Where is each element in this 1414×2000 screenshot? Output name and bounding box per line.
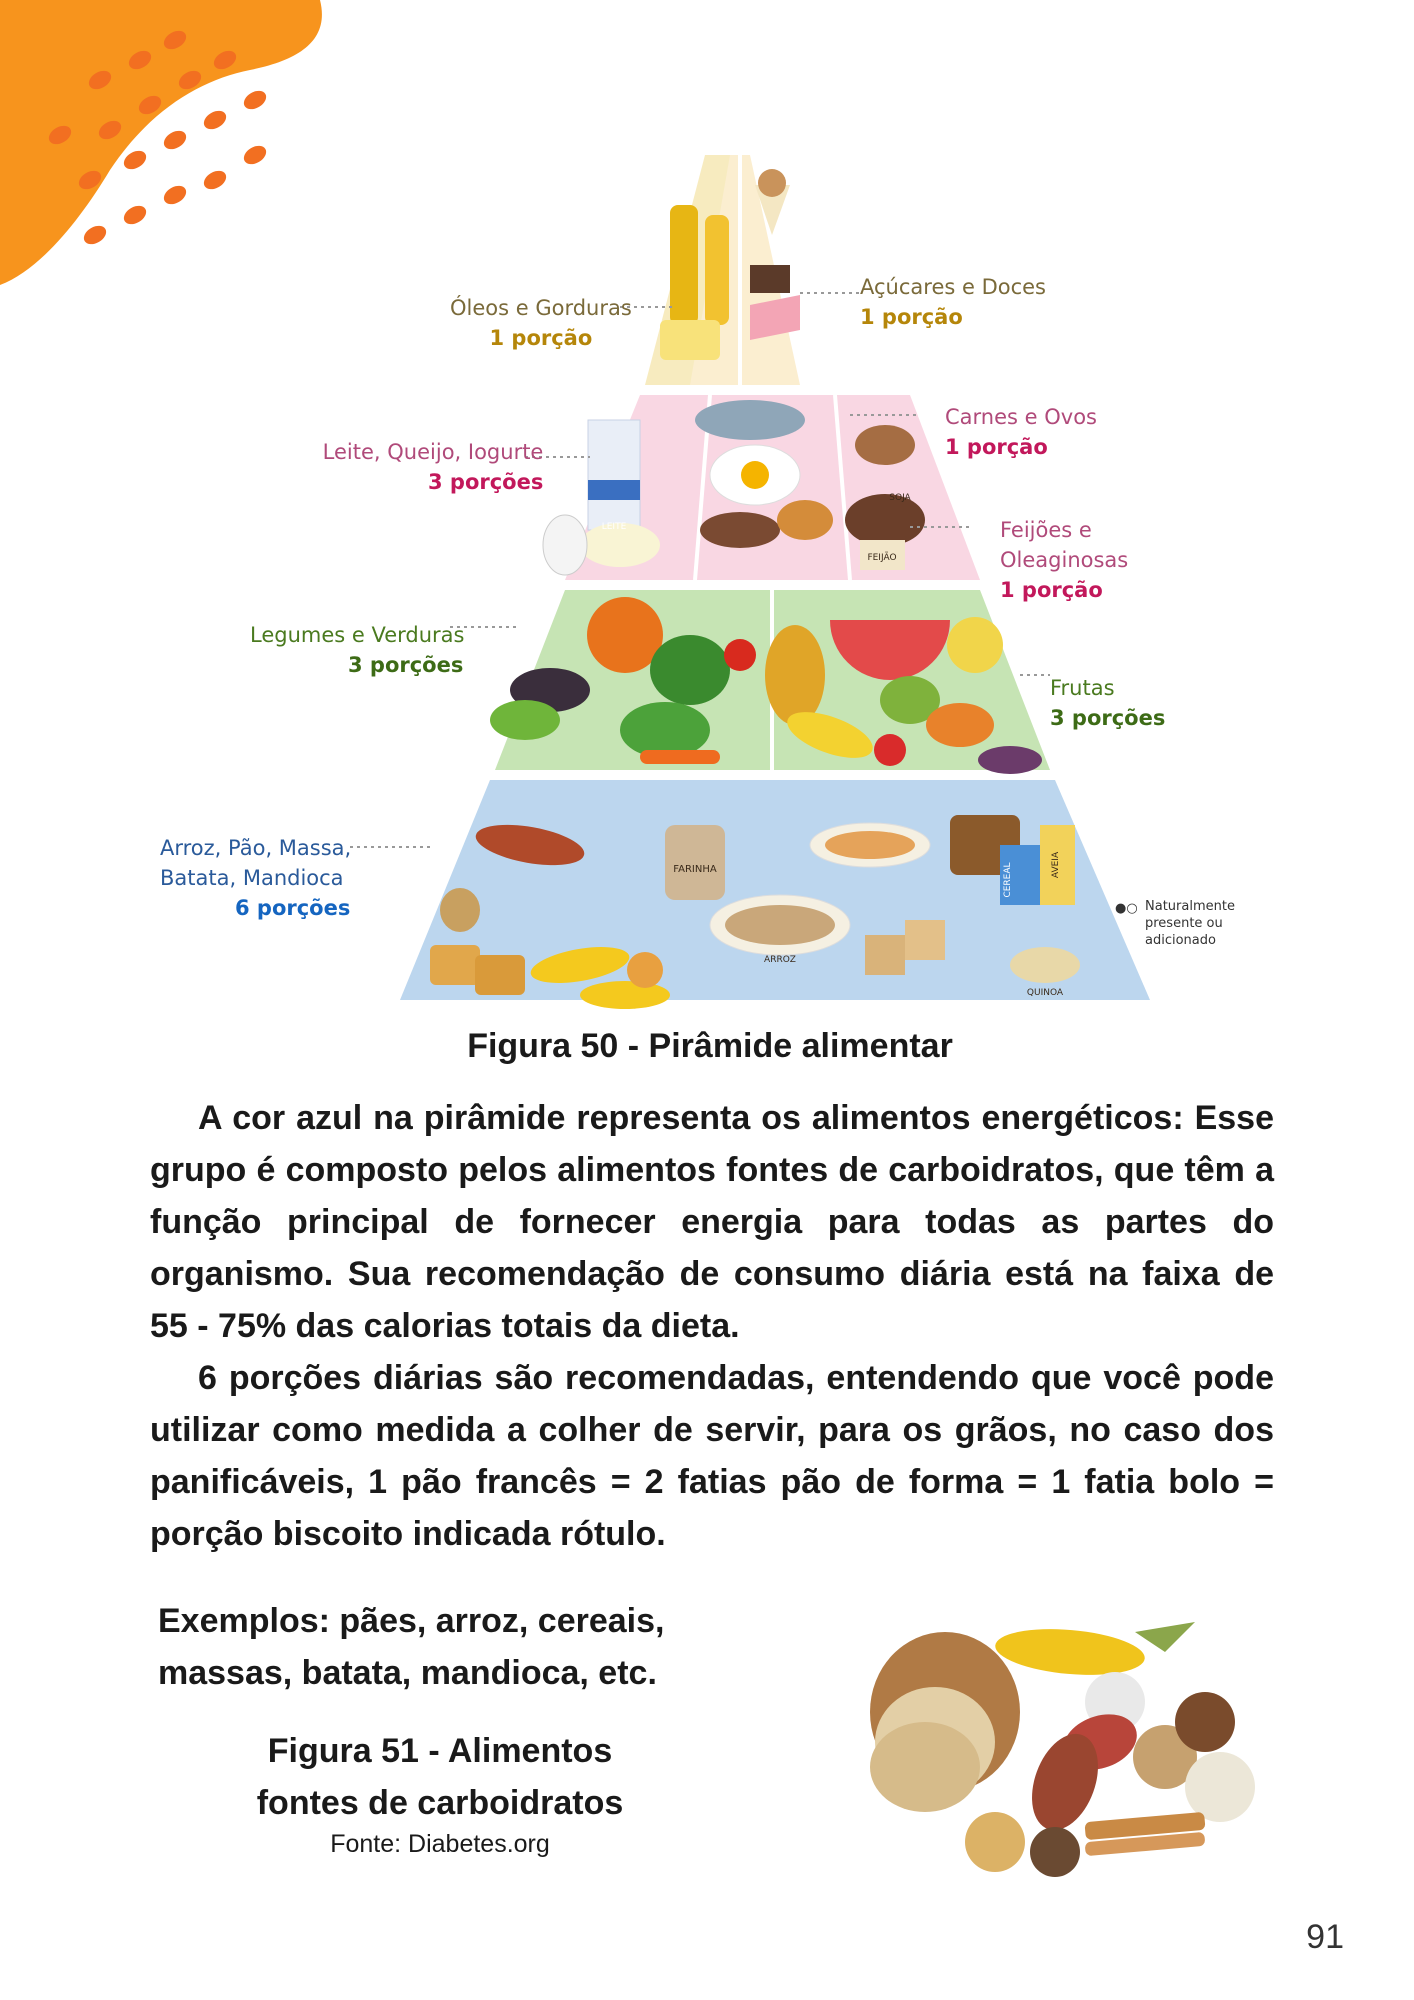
feijao-label: FEIJÃO <box>867 553 897 563</box>
label-oils-fats-name: Óleos e Gorduras <box>450 296 632 320</box>
examples-text: Exemplos: pães, arroz, cereais, massas, batata, mandioca, etc. <box>158 1602 665 1692</box>
label-beans-nuts-portion: 1 porção <box>1000 578 1103 602</box>
label-dairy-name: Leite, Queijo, Iogurte <box>322 440 544 464</box>
label-fruits <box>1050 673 1165 733</box>
legend-line1: Naturalmente <box>1145 899 1235 914</box>
orange-corner-decoration <box>0 0 330 300</box>
legend-line3: adicionado <box>1145 933 1216 948</box>
label-dairy-portion: 3 porções <box>428 470 544 494</box>
label-carbs-line2: Batata, Mandioca <box>160 866 344 890</box>
paragraph-2: 6 porções diárias são recomendadas, entendendo que você pode utilizar como medida a colher de servir, para os grãos, no caso dos panificáveis, 1 pão francês = 2 fatias pão de forma = 1 fatia bolo = porção biscoito indicada rótulo. <box>150 1359 1274 1553</box>
paragraph-1: A cor azul na pirâmide representa os alimentos energéticos: Esse grupo é composto pelos alimentos fontes de carboidratos, que têm a função principal de fornecer energia para todas as partes do organismo. Sua recomendação de consumo diária está na faixa de 55 - 75% das calorias totais da dieta. <box>150 1099 1274 1345</box>
label-sugar-sweets <box>860 272 1046 332</box>
label-carbs <box>160 833 351 923</box>
figure-51-caption: Figura 51 - Alimentos fontes de carboidratos <box>256 1732 624 1822</box>
legend-circles-icon: ●○ <box>1115 901 1138 916</box>
aveia-label: AVEIA <box>1051 851 1061 879</box>
label-carbs-line1: Arroz, Pão, Massa, <box>160 836 352 860</box>
leite-label: LEITE <box>601 522 627 532</box>
soja-label: SOJA <box>889 493 911 503</box>
label-meat-eggs-portion: 1 porção <box>945 435 1048 459</box>
cereal-label: CEREAL <box>1003 862 1013 898</box>
label-sugar-sweets-portion: 1 porção <box>860 305 963 329</box>
label-sugar-sweets-name: Açúcares e Doces <box>860 275 1046 299</box>
legend-line2: presente ou <box>1145 916 1223 931</box>
carbohydrate-foods-image <box>865 1592 1295 1882</box>
farinha-label: FARINHA <box>673 864 717 875</box>
page-number: 91 <box>1306 1918 1344 1956</box>
label-vegetables <box>250 620 464 680</box>
label-oils-fats-portion: 1 porção <box>489 326 593 350</box>
label-beans-nuts-line2: Oleaginosas <box>1000 548 1129 572</box>
label-dairy <box>322 437 543 497</box>
figure-51-source: Fonte: Diabetes.org <box>330 1830 550 1858</box>
label-oils-fats <box>450 293 632 353</box>
label-vegetables-portion: 3 porções <box>348 653 464 677</box>
body-text <box>150 1092 1274 1560</box>
figure-50-caption: Figura 50 - Pirâmide alimentar <box>467 1027 953 1065</box>
label-meat-eggs <box>945 402 1097 462</box>
arroz-label: ARROZ <box>764 955 796 965</box>
label-vegetables-name: Legumes e Verduras <box>250 623 465 647</box>
quinoa-label: QUINOA <box>1026 988 1064 998</box>
label-fruits-portion: 3 porções <box>1050 706 1166 730</box>
label-fruits-name: Frutas <box>1050 676 1115 700</box>
pyramid-legend <box>1115 898 1235 949</box>
label-beans-nuts-line1: Feijões e <box>1000 518 1092 542</box>
label-beans-nuts <box>1000 515 1128 605</box>
label-carbs-portion: 6 porções <box>235 896 351 920</box>
label-meat-eggs-name: Carnes e Ovos <box>945 405 1097 429</box>
